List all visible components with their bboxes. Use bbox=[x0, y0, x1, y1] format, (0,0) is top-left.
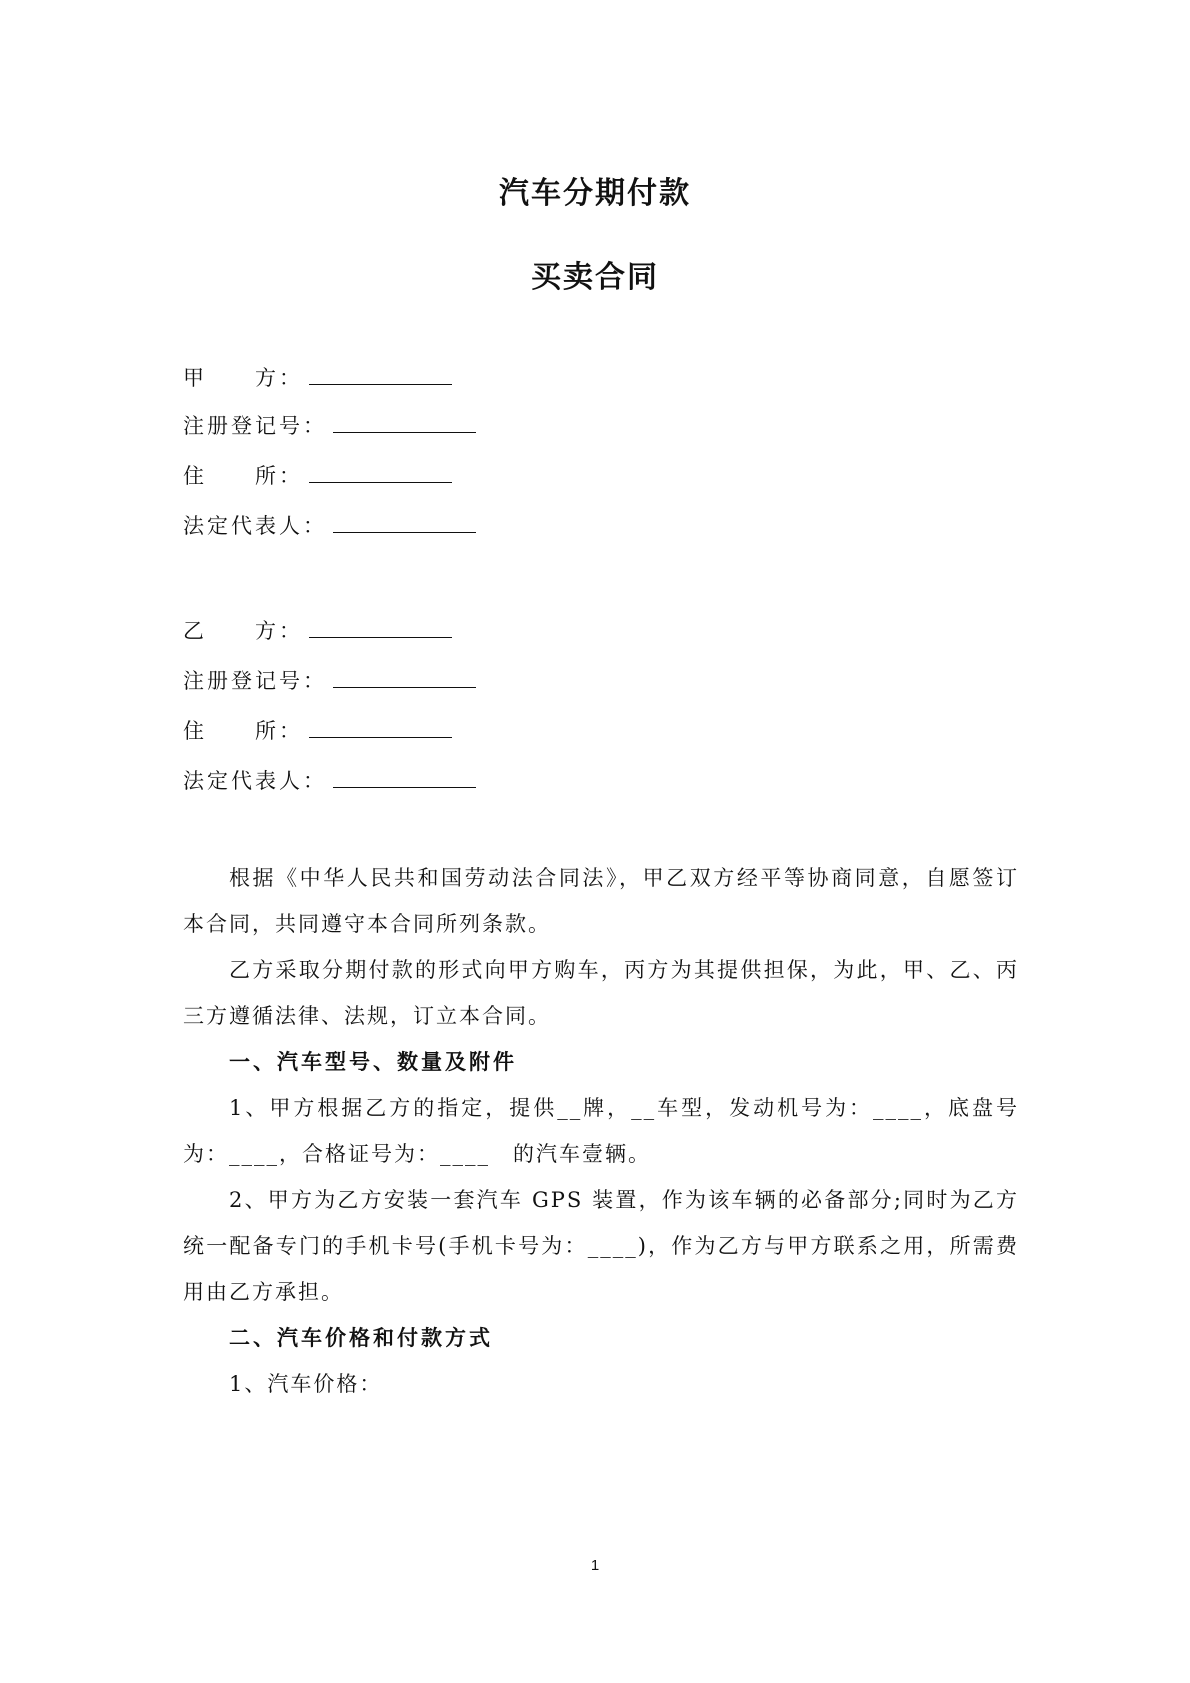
party-a-rep-label: 法定代表人： bbox=[183, 514, 327, 538]
party-a-address-field bbox=[183, 460, 452, 491]
party-b-reg-field bbox=[183, 665, 476, 696]
document-title-line-1: 汽车分期付款 bbox=[499, 176, 691, 211]
party-a-address-label: 住 所： bbox=[183, 464, 303, 488]
party-a-name-blank bbox=[309, 362, 452, 385]
party-a-name-field bbox=[183, 362, 452, 393]
section-2-item-1: 1、汽车价格： bbox=[229, 1372, 383, 1396]
party-b-rep-blank bbox=[333, 765, 476, 788]
section-1-heading: 一、汽车型号、数量及附件 bbox=[229, 1050, 517, 1074]
party-b-address-field bbox=[183, 715, 452, 746]
party-b-reg-label: 注册登记号： bbox=[183, 669, 327, 693]
party-a-reg-field bbox=[183, 410, 476, 441]
section-1-item-2: 2、甲方为乙方安装一套汽车 GPS 装置，作为该车辆的必备部分;同时为乙方统一配备专门的手机卡号(手机卡号为：____)，作为乙方与甲方联系之用，所需费用由乙方承担。 bbox=[183, 1188, 1019, 1304]
party-b-name-field bbox=[183, 615, 452, 646]
contract-body bbox=[183, 855, 1019, 1407]
preamble-paragraph-1: 根据《中华人民共和国劳动法合同法》，甲乙双方经平等协商同意，自愿签订本合同，共同遵守本合同所列条款。 bbox=[183, 866, 1019, 936]
party-b-name-blank bbox=[309, 615, 452, 638]
party-a-reg-label: 注册登记号： bbox=[183, 414, 327, 438]
party-b-address-blank bbox=[309, 715, 452, 738]
party-b-name-label: 乙 方： bbox=[183, 619, 303, 643]
party-a-rep-blank bbox=[333, 510, 476, 533]
party-b-rep-field bbox=[183, 765, 476, 796]
party-b-rep-label: 法定代表人： bbox=[183, 769, 327, 793]
preamble-paragraph-2: 乙方采取分期付款的形式向甲方购车，丙方为其提供担保，为此，甲、乙、丙三方遵循法律、法规，订立本合同。 bbox=[183, 958, 1019, 1028]
document-title-line-2: 买卖合同 bbox=[531, 260, 659, 295]
party-a-address-blank bbox=[309, 460, 452, 483]
page-number: 1 bbox=[590, 1557, 600, 1574]
section-1-item-1: 1、甲方根据乙方的指定，提供__牌，__车型，发动机号为：____，底盘号为：____，合格证号为：____ 的汽车壹辆。 bbox=[183, 1096, 1019, 1166]
party-a-name-label: 甲 方： bbox=[183, 366, 303, 390]
party-b-address-label: 住 所： bbox=[183, 719, 303, 743]
section-2-heading: 二、汽车价格和付款方式 bbox=[229, 1326, 493, 1350]
party-b-reg-blank bbox=[333, 665, 476, 688]
party-a-reg-blank bbox=[333, 410, 476, 433]
party-a-rep-field bbox=[183, 510, 476, 541]
